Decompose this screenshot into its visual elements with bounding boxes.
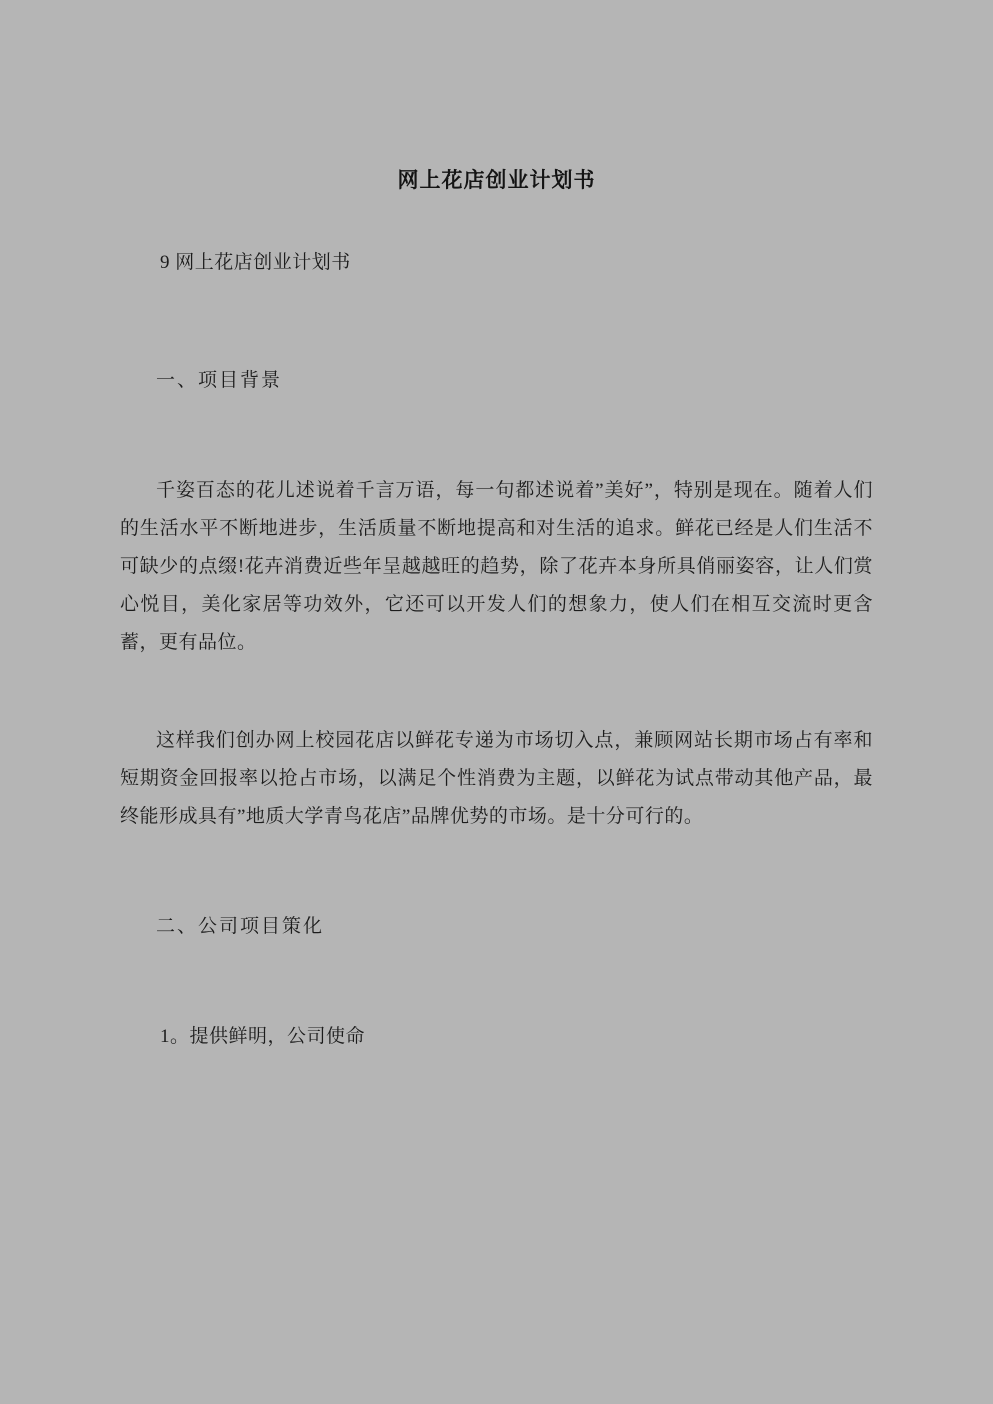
spacer bbox=[120, 400, 873, 472]
section-1-paragraph-2: 这样我们创办网上校园花店以鲜花专递为市场切入点，兼顾网站长期市场占有率和短期资金回报率以抢占市场，以满足个性消费为主题，以鲜花为试点带动其他产品，最终能形成具有”地质大学青鸟花店”品牌优势的市场。是十分可行的。 bbox=[120, 730, 873, 827]
spacer bbox=[120, 194, 873, 244]
page-title: 网上花店创业计划书 bbox=[397, 168, 596, 192]
section-1-paragraph-1: 千姿百态的花儿述说着千言万语，每一句都述说着”美好”，特别是现在。随着人们的生活水平不断地进步，生活质量不断地提高和对生活的追求。鲜花已经是人们生活不可缺少的点缀!花卉消费近些年呈越越旺的趋势，除了花卉本身所具俏丽姿容，让人们赏心悦目，美化家居等功效外，它还可以开发人们的想象力，使人们在相互交流时更含蓄，更有品位。 bbox=[120, 480, 873, 653]
spacer bbox=[120, 282, 873, 362]
section-heading-1: 一、项目背景 bbox=[156, 370, 283, 391]
document-subtitle: 9 网上花店创业计划书 bbox=[160, 252, 351, 273]
spacer bbox=[120, 836, 873, 908]
section-2-paragraph-1: 1。提供鲜明，公司使命 bbox=[160, 1026, 366, 1047]
spacer bbox=[120, 662, 873, 722]
spacer bbox=[120, 946, 873, 1018]
section-heading-2: 二、公司项目策化 bbox=[156, 916, 325, 937]
